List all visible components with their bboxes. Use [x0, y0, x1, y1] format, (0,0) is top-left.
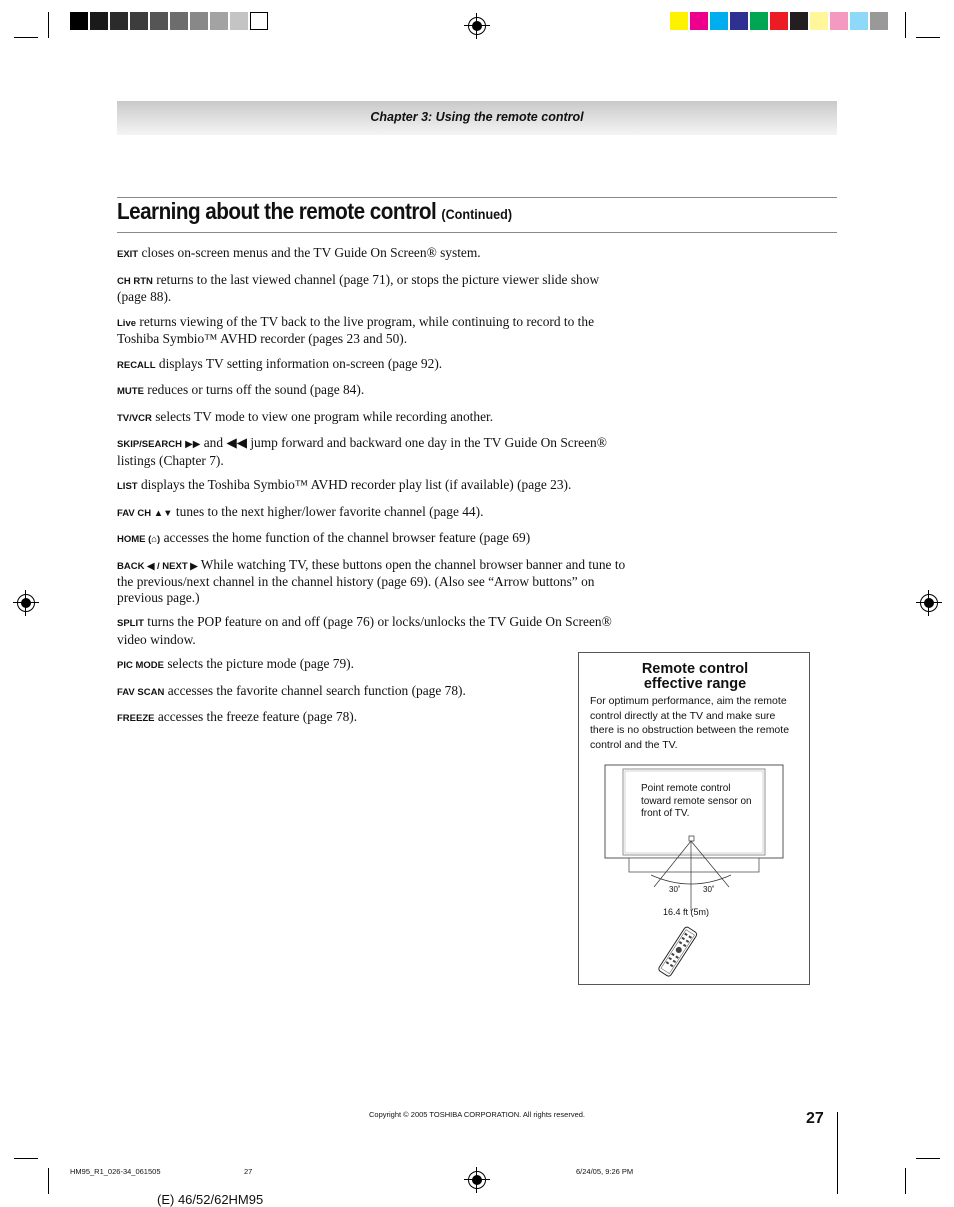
button-description: displays TV setting information on-screen (page 92). — [155, 355, 443, 371]
button-description: and ◀◀ jump forward and backward one day in the TV Guide On Screen® listings (Chapter 7). — [117, 435, 607, 468]
list-item — [117, 245, 627, 263]
button-key-label: FAV SCAN — [117, 686, 165, 698]
button-key-label: SPLIT — [117, 618, 144, 629]
button-key-label: Live — [117, 317, 137, 329]
file-name: HM95_R1_026-34_061505 — [70, 1167, 161, 1176]
calibration-swatch — [230, 12, 248, 30]
button-description: closes on-screen menus and the TV Guide On Screen® system. — [138, 245, 481, 260]
button-description: selects the picture mode (page 79). — [163, 656, 354, 671]
file-page: 27 — [244, 1167, 253, 1176]
list-item — [117, 382, 627, 400]
angle-right-label: 30˚ — [703, 885, 715, 894]
crop-mark — [14, 37, 38, 38]
screen-note: Point remote control toward remote sensor on front of TV. — [641, 783, 752, 819]
button-description: returns viewing of the TV back to the live program, while continuing to record to the Toshiba Symbio™ AVHD recorder (pages 23 and 50). — [117, 313, 595, 346]
list-item — [117, 683, 627, 701]
button-key-label: HOME (⌂) — [117, 534, 161, 545]
button-description: tunes to the next higher/lower favorite channel (page 44). — [172, 503, 484, 519]
button-key-label: FAV CH ▲▼ — [117, 507, 173, 519]
button-description: accesses the freeze feature (page 78). — [154, 709, 358, 724]
remote-range-box — [578, 652, 810, 985]
remote-sensor — [689, 836, 694, 841]
button-key-label: FREEZE — [117, 713, 155, 724]
page-title-main: Learning about the remote control — [117, 198, 437, 224]
button-key-label: CH RTN — [117, 275, 153, 287]
sidebox-text: For optimum performance, aim the remote control directly at the TV and make sure there is no obstruction between the remote control and the TV. — [590, 695, 790, 751]
model-number: (E) 46/52/62HM95 — [157, 1192, 264, 1207]
calibration-swatch — [190, 12, 208, 30]
crop-mark — [48, 1168, 49, 1194]
button-description: returns to the last viewed channel (page 71), or stops the picture viewer slide show (page 88). — [117, 271, 600, 304]
button-description: turns the POP feature on and off (page 76) or locks/unlocks the TV Guide On Screen® video window. — [117, 614, 612, 647]
crop-mark — [14, 1158, 38, 1159]
list-item — [117, 272, 627, 305]
crop-mark — [905, 1168, 906, 1194]
calibration-swatch — [690, 12, 708, 30]
chapter-header — [117, 101, 837, 135]
registration-mark-icon — [468, 1171, 486, 1189]
list-item — [117, 504, 627, 522]
registration-mark-icon — [17, 594, 35, 612]
list-item — [117, 614, 627, 647]
button-key-label: SKIP/SEARCH — [117, 439, 182, 450]
button-key-label: BACK ◀ / NEXT ▶ — [117, 560, 198, 572]
button-key-label: MUTE — [117, 386, 144, 397]
list-item — [117, 557, 627, 606]
calibration-swatch — [870, 12, 888, 30]
angle-left-label: 30˚ — [669, 885, 681, 894]
button-key-label: LIST — [117, 481, 138, 492]
calibration-swatch — [710, 12, 728, 30]
list-item — [117, 356, 627, 374]
calibration-swatch — [110, 12, 128, 30]
calibration-swatch — [250, 12, 268, 30]
copyright: Copyright © 2005 TOSHIBA CORPORATION. All rights reserved. — [368, 1110, 586, 1119]
calibration-swatch — [70, 12, 88, 30]
registration-mark-icon — [468, 17, 486, 35]
title-rule-bottom — [117, 232, 837, 233]
calibration-swatch — [170, 12, 188, 30]
grayscale-bars — [70, 12, 270, 30]
crop-mark — [916, 37, 940, 38]
calibration-swatch — [210, 12, 228, 30]
calibration-swatch — [770, 12, 788, 30]
color-bars — [670, 12, 890, 30]
button-description: accesses the favorite channel search function (page 78). — [164, 682, 466, 698]
remote-control — [658, 926, 698, 977]
crop-mark — [916, 1158, 940, 1159]
page-title-continued: (Continued) — [441, 206, 513, 222]
button-description: While watching TV, these buttons open the channel browser banner and tune to the previous/next channel in the channel history (page 69). (Also see “Arrow buttons” on previous page.) — [117, 556, 626, 605]
calibration-swatch — [750, 12, 768, 30]
distance-label: 16.4 ft (5m) — [663, 907, 710, 917]
list-item — [117, 530, 627, 548]
list-item — [117, 435, 627, 468]
skip-forward-icon: ▶▶ — [181, 439, 204, 450]
calibration-swatch — [90, 12, 108, 30]
crop-mark — [905, 12, 906, 38]
button-key-label: PIC MODE — [117, 660, 164, 671]
registration-mark-icon — [920, 594, 938, 612]
button-key-label: RECALL — [117, 359, 156, 371]
page-title — [117, 198, 512, 225]
list-item — [117, 314, 627, 347]
button-key-label: TV/VCR — [117, 412, 152, 424]
calibration-swatch — [850, 12, 868, 30]
page-number: 27 — [806, 1110, 824, 1127]
calibration-swatch — [730, 12, 748, 30]
button-description: accesses the home function of the channel browser feature (page 69) — [160, 530, 531, 545]
crop-mark — [837, 1112, 838, 1194]
print-date: 6/24/05, 9:26 PM — [576, 1167, 634, 1176]
button-description: displays the Toshiba Symbio™ AVHD recorder play list (if available) (page 23). — [137, 477, 572, 492]
chapter-title: Chapter 3: Using the remote control — [370, 110, 584, 124]
tv-base — [629, 858, 759, 872]
button-key-label: EXIT — [117, 249, 139, 260]
calibration-swatch — [670, 12, 688, 30]
list-item — [117, 709, 627, 727]
calibration-swatch — [810, 12, 828, 30]
button-description-list — [117, 245, 627, 736]
list-item — [117, 477, 627, 495]
calibration-swatch — [130, 12, 148, 30]
calibration-swatch — [150, 12, 168, 30]
list-item — [117, 409, 627, 427]
button-description: selects TV mode to view one program while recording another. — [151, 408, 494, 424]
crop-mark — [48, 12, 49, 38]
calibration-swatch — [790, 12, 808, 30]
calibration-swatch — [830, 12, 848, 30]
sidebox-title: Remote control effective range — [641, 661, 749, 692]
button-description: reduces or turns off the sound (page 84). — [143, 382, 365, 397]
list-item — [117, 656, 627, 674]
